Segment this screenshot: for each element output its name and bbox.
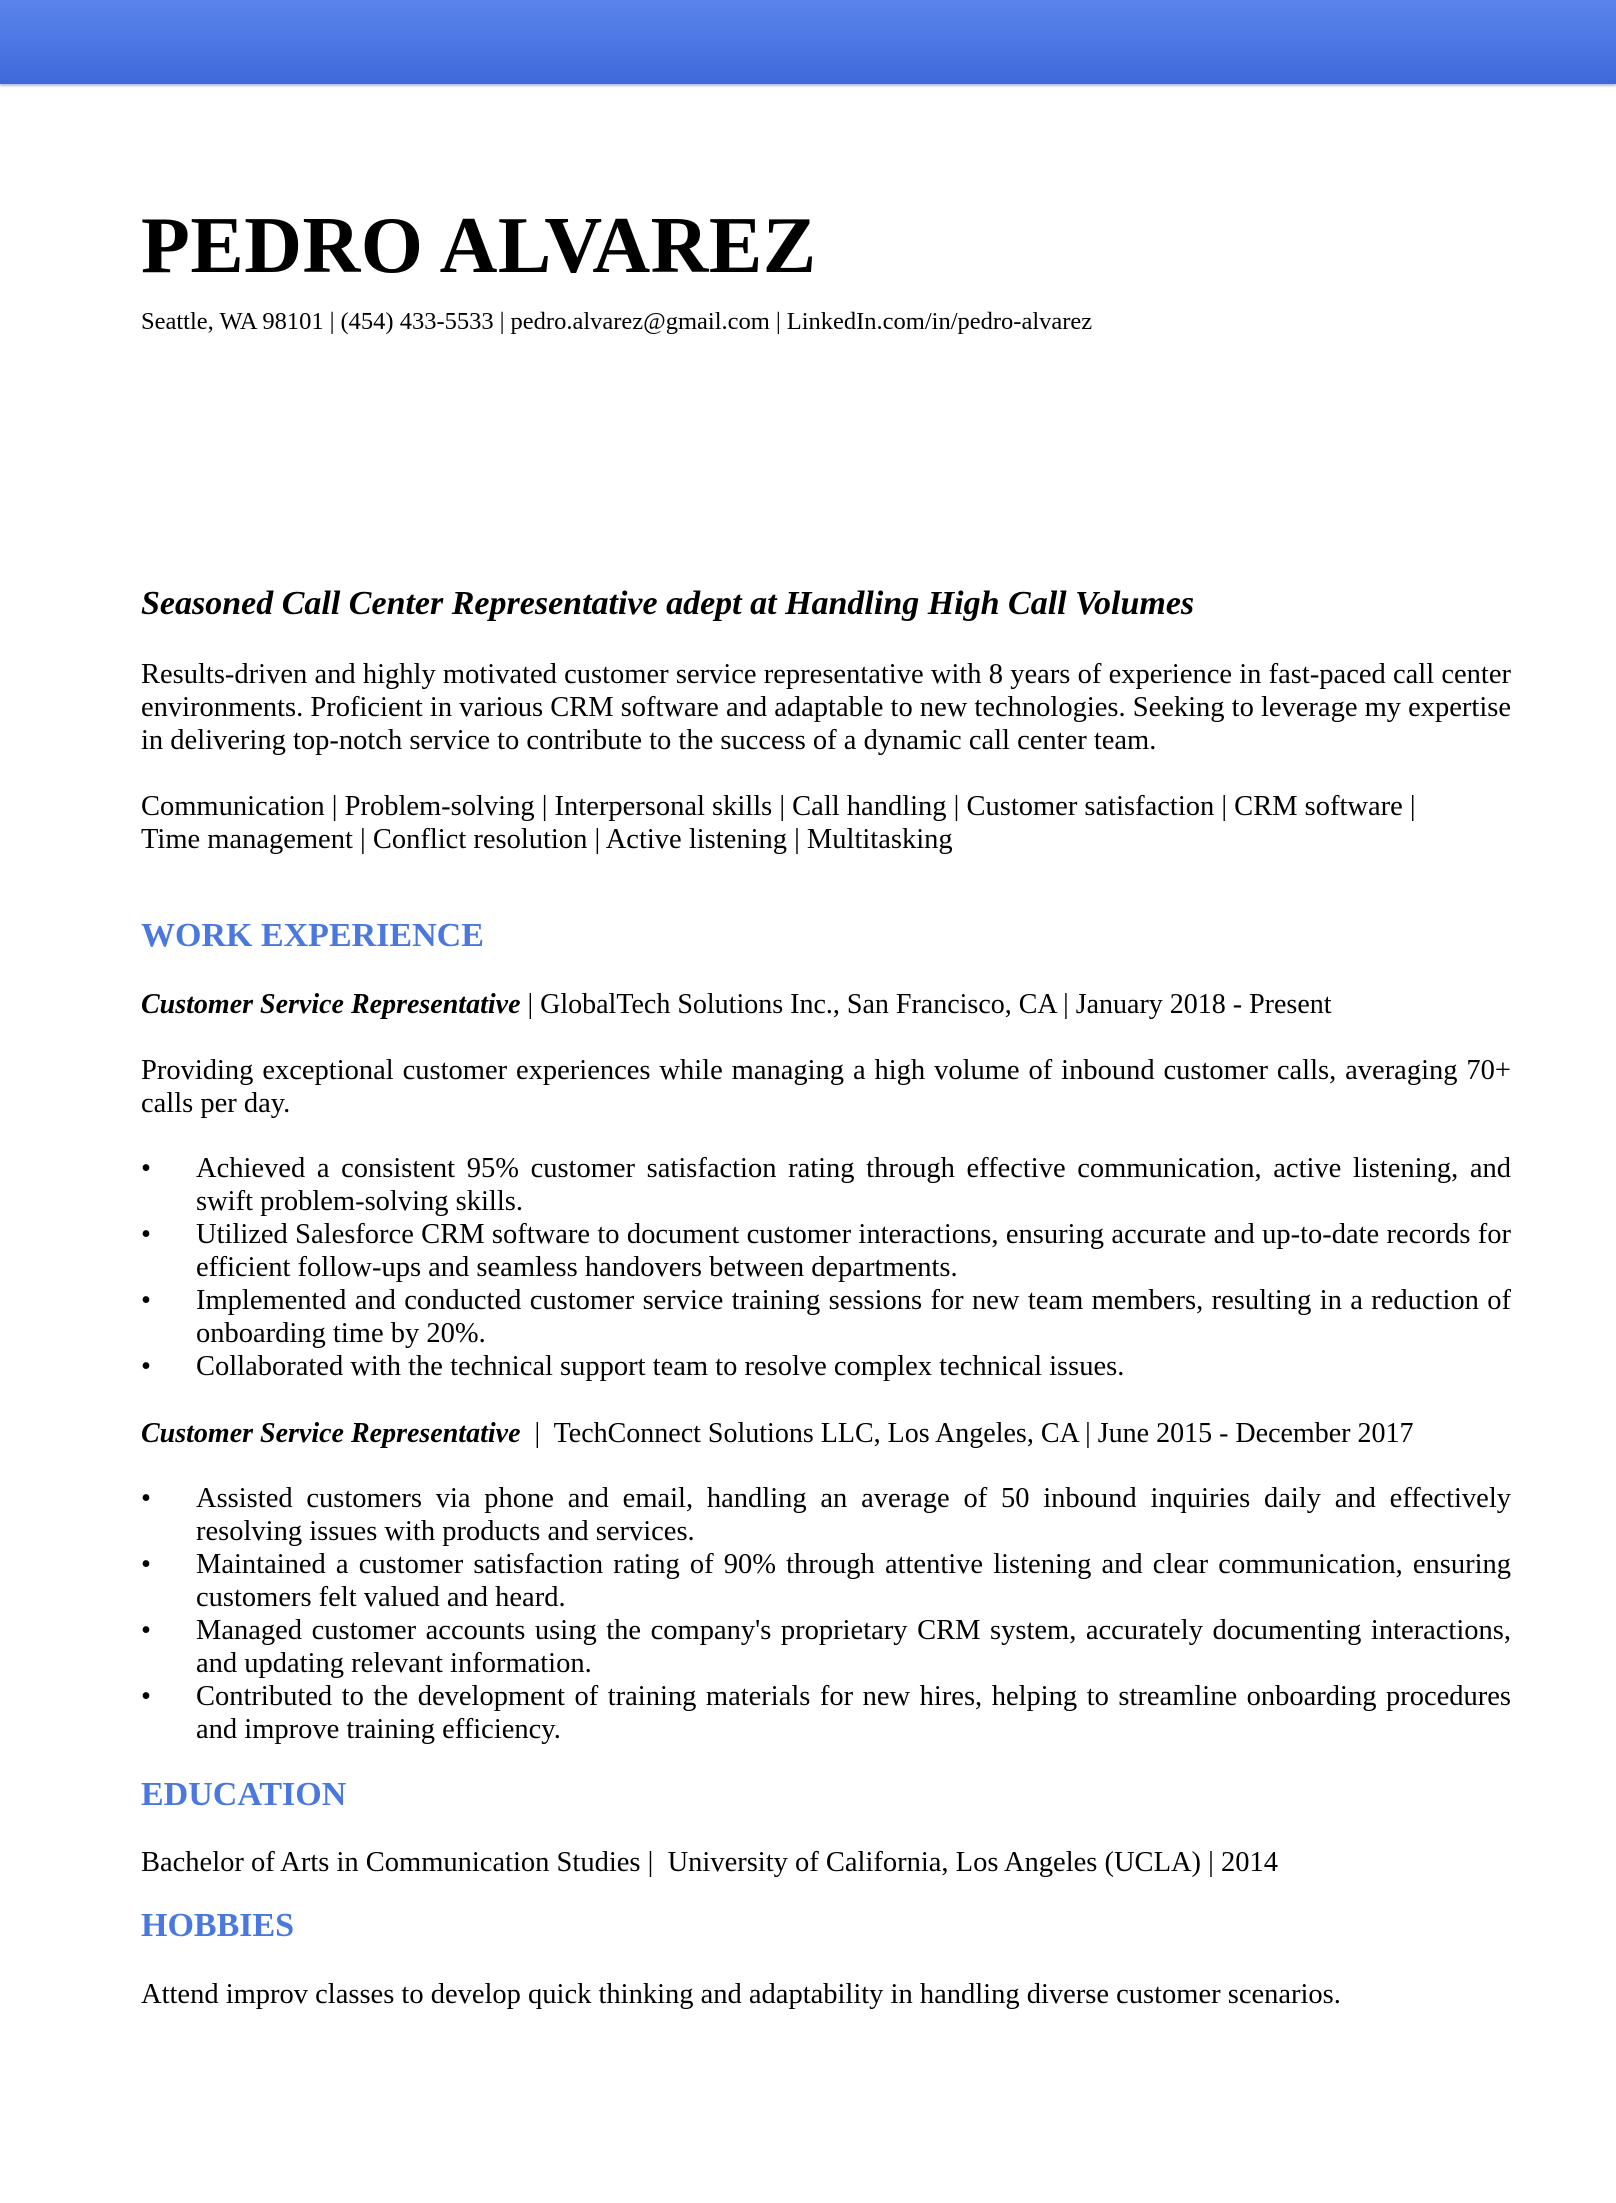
job-details: | GlobalTech Solutions Inc., San Francisco, CA | January 2018 - Present <box>520 989 1332 1020</box>
job-title-line <box>141 988 1332 1021</box>
contact-email: pedro.alvarez@gmail.com <box>510 308 770 335</box>
contact-phone: (454) 433-5533 <box>340 308 494 335</box>
contact-separator: | <box>499 308 505 335</box>
job-bullet: • Utilized Salesforce CRM software to document customer interactions, ensuring accurate and up-to-date records for efficient follow-ups and seamless handovers between departments. <box>141 1218 1511 1284</box>
job-title-line <box>141 1417 1413 1450</box>
education-heading: EDUCATION <box>141 1776 347 1813</box>
contact-linkedin: LinkedIn.com/in/pedro-alvarez <box>786 308 1093 335</box>
job-bullet: • Managed customer accounts using the company's proprietary CRM system, accurately documenting interactions, and updating relevant information. <box>141 1614 1511 1680</box>
hobbies-heading: HOBBIES <box>141 1907 295 1944</box>
summary-tagline: Seasoned Call Center Representative adept at Handling High Call Volumes <box>141 585 1195 622</box>
job-role: Customer Service Representative <box>141 1418 521 1449</box>
top-color-band <box>0 0 1616 84</box>
contact-separator: | <box>329 308 335 335</box>
contact-location: Seattle, WA 98101 <box>141 308 324 335</box>
candidate-name: PEDRO ALVAREZ <box>141 202 817 290</box>
job-description: Providing exceptional customer experiences while managing a high volume of inbound customer calls, averaging 70+ calls per day. <box>141 1055 1511 1119</box>
job-bullet: • Assisted customers via phone and email, handling an average of 50 inbound inquiries daily and effectively resolving issues with products and services. <box>141 1482 1511 1548</box>
job-bullet: • Achieved a consistent 95% customer satisfaction rating through effective communication, active listening, and swift problem-solving skills. <box>141 1152 1511 1218</box>
job-bullets <box>141 1482 1511 1746</box>
hobbies-text: Attend improv classes to develop quick thinking and adaptability in handling diverse customer scenarios. <box>141 1979 1341 2010</box>
skills-line: Time management | Conflict resolution | Active listening | Multitasking <box>141 824 953 855</box>
work-experience-heading: WORK EXPERIENCE <box>141 917 484 954</box>
job-bullets <box>141 1152 1511 1383</box>
summary-text: Results-driven and highly motivated customer service representative with 8 years of experience in fast-paced call center environments. Proficient in various CRM software and adaptable to new technologies. Seeking to leverage my expertise in delivering top-notch service to contribute to the success of a dynamic call center team. <box>141 659 1512 756</box>
job-bullet: • Maintained a customer satisfaction rating of 90% through attentive listening and clear communication, ensuring customers felt valued and heard. <box>141 1548 1511 1614</box>
skills-list <box>141 790 1511 856</box>
job-details: | TechConnect Solutions LLC, Los Angeles, CA | June 2015 - December 2017 <box>520 1418 1414 1449</box>
job-bullet: • Collaborated with the technical support team to resolve complex technical issues. <box>141 1350 1511 1383</box>
skills-line: Communication | Problem-solving | Interpersonal skills | Call handling | Customer satisfaction | CRM software | <box>141 791 1416 822</box>
job-role: Customer Service Representative <box>141 989 521 1020</box>
job-bullet: • Contributed to the development of training materials for new hires, helping to streamline onboarding procedures and improve training efficiency. <box>141 1680 1511 1746</box>
contact-line <box>141 306 1092 338</box>
job-bullet: • Implemented and conducted customer service training sessions for new team members, resulting in a reduction of onboarding time by 20%. <box>141 1284 1511 1350</box>
contact-separator: | <box>775 308 781 335</box>
education-text: Bachelor of Arts in Communication Studies | University of California, Los Angeles (UCLA) | 2014 <box>141 1847 1279 1878</box>
